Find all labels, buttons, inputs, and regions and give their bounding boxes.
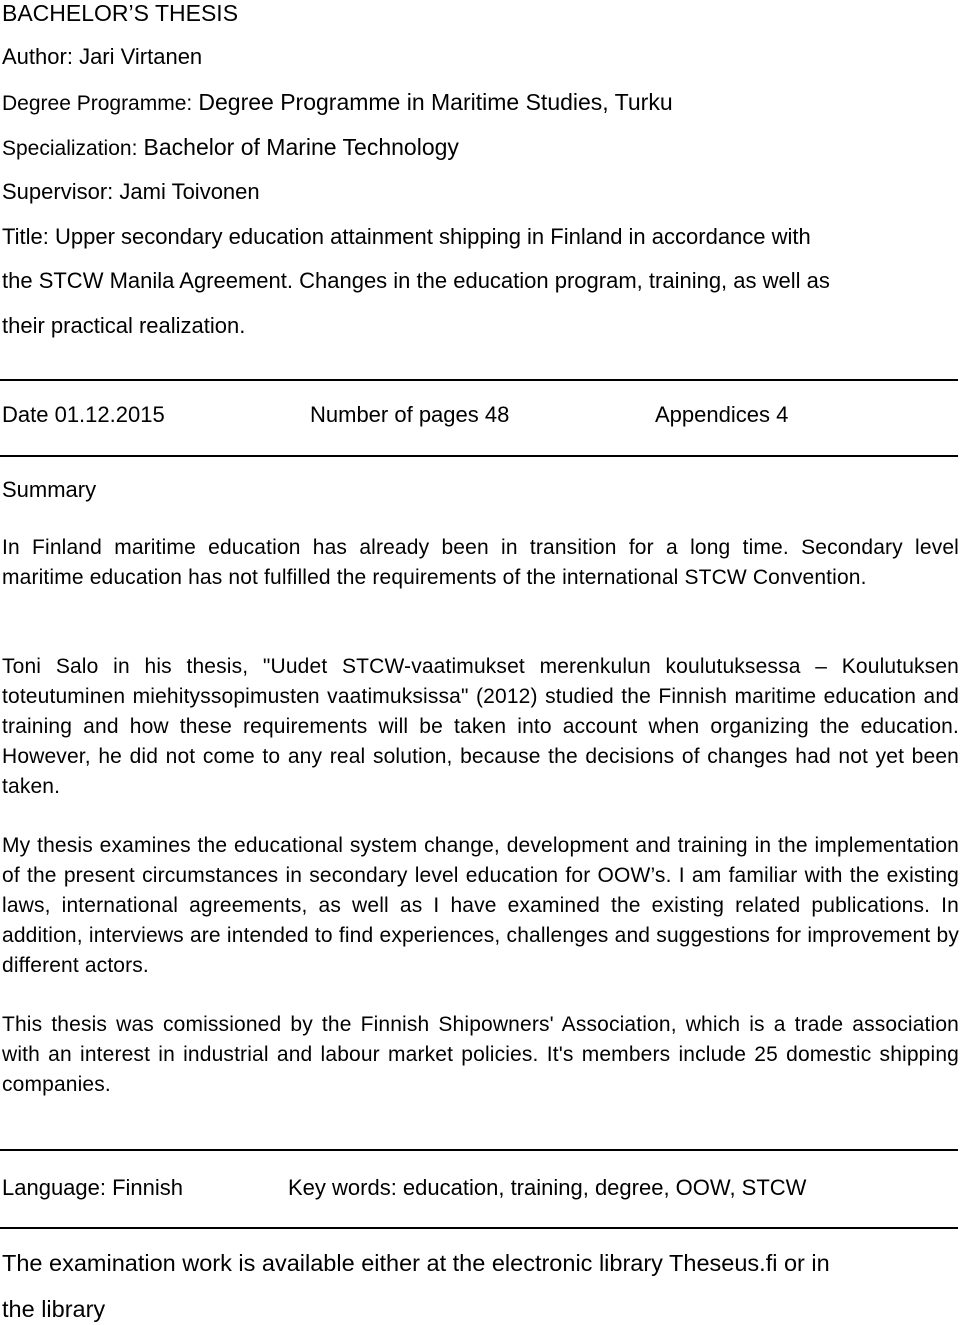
keywords-field: Key words: education, training, degree, OOW, STCW: [288, 1175, 807, 1200]
language-field: Language: Finnish: [2, 1175, 184, 1200]
title-line-3: their practical realization.: [2, 313, 246, 338]
author-label: Author:: [2, 44, 73, 69]
title-line-2: the STCW Manila Agreement. Changes in the education program, training, as well as: [2, 268, 830, 293]
degree-value: Degree Programme in Maritime Studies, Turku: [198, 89, 673, 115]
availability-line-1: The examination work is available either at the electronic library Theseus.fi or in: [2, 1250, 830, 1276]
divider-top: [0, 379, 958, 381]
author-line: [2, 44, 202, 70]
summary-paragraph-2: Toni Salo in his thesis, "Uudet STCW-vaatimukset merenkulun koulutuksessa – Koulutuksen toteutuminen miehityssopimusten vaatimuksissa" (2012) studied the Finnish maritime education and training and how these requirements will be taken into account when organizing the education. However, he did not come to any real solution, because the decisions of changes had not yet been taken.: [2, 655, 959, 798]
thesis-type-heading: BACHELOR’S THESIS: [2, 0, 239, 26]
availability-line-2: the library: [2, 1296, 106, 1322]
specialization-value: Bachelor of Marine Technology: [143, 134, 459, 160]
supervisor-line: [2, 179, 260, 205]
supervisor-label: Supervisor:: [2, 179, 114, 204]
summary-heading: Summary: [2, 477, 97, 502]
degree-line: [2, 89, 673, 116]
degree-label: Degree Programme:: [2, 92, 193, 115]
appendices-field: Appendices 4: [655, 402, 789, 427]
summary-paragraph-1: In Finland maritime education has already been in transition for a long time. Secondary level maritime education has not fulfilled the requirements of the international STCW Convention.: [2, 536, 959, 589]
date-field: Date 01.12.2015: [2, 402, 165, 427]
specialization-label: Specialization:: [2, 137, 138, 160]
divider-meta: [0, 455, 958, 457]
divider-bottom: [0, 1149, 958, 1151]
author-value: Jari Virtanen: [79, 44, 203, 69]
summary-paragraph-4: This thesis was comissioned by the Finnish Shipowners' Association, which is a trade association with an interest in industrial and labour market policies. It's members include 25 domestic shipping companies.: [2, 1013, 959, 1096]
divider-footer: [0, 1227, 958, 1229]
pages-field: Number of pages 48: [310, 402, 510, 427]
supervisor-value: Jami Toivonen: [119, 179, 260, 204]
specialization-line: [2, 134, 459, 161]
summary-paragraph-3: My thesis examines the educational system change, development and training in the implementation of the present circumstances in secondary level education for OOW’s. I am familiar with the existing laws, international agreements, as well as I have examined the existing related publications. In addition, interviews are intended to find experiences, challenges and suggestions for improvement by different actors.: [2, 834, 959, 977]
title-line-1: Title: Upper secondary education attainment shipping in Finland in accordance with: [2, 224, 811, 249]
